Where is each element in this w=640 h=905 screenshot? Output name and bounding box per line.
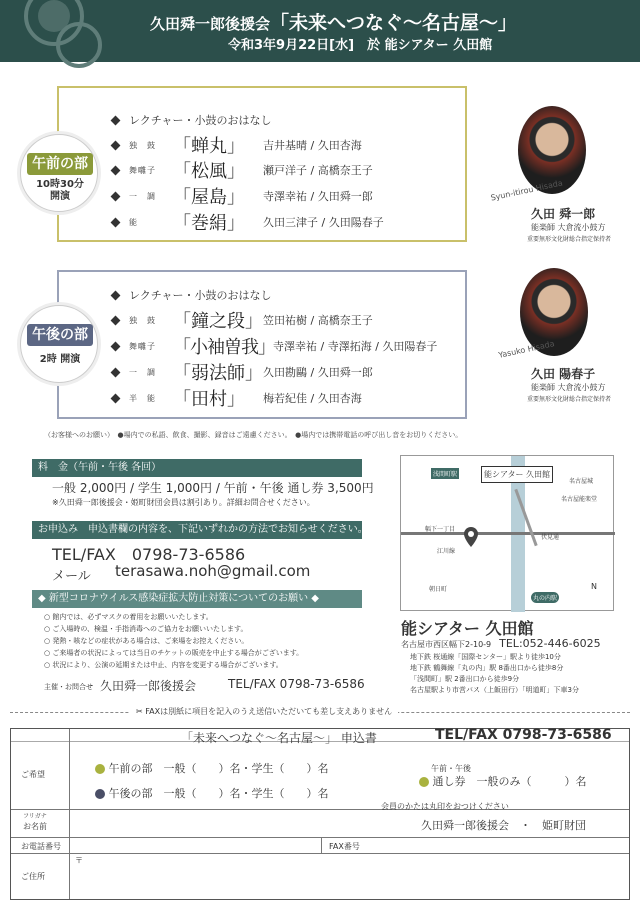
am-row: 能 「巻絹」 久田三津子 / 久田陽春子	[112, 209, 384, 235]
fee-note: ※久田舜一郎後援会・姫町財団会員は割引あり。詳細お問合せください。	[52, 498, 315, 507]
am-time: 10時30分 開演	[36, 179, 84, 202]
am-row: 独 鼓 「蝉丸」 吉井基晴 / 久田杏海	[112, 132, 362, 158]
event-date: 令和3年9月22日[水] 於 能シアター 久田館	[228, 38, 493, 53]
performer-note: 重要無形文化財総合指定保持者	[527, 396, 612, 403]
form-divider	[11, 837, 629, 838]
member-note: 会員のかたは丸印をおつけください	[381, 802, 509, 811]
organizer-tel: TEL/FAX 0798-73-6586	[228, 677, 365, 691]
address-label: ご住所	[21, 872, 45, 881]
postal-mark: 〒	[75, 856, 83, 865]
venue-access: 地下鉄 桜通線「国際センター」駅より徒歩10分 地下鉄 鶴舞線「丸の内」駅 8番出口から徒歩8分 「浅間町」駅 2番出口から徒歩9分 名古屋駅より市営バス（上飯田行）「明道町」下車3分	[410, 653, 579, 694]
apply-tel: TEL/FAX 0798-73-6586	[52, 545, 246, 564]
pm-time: 2時 開演	[39, 354, 81, 365]
pm-option[interactable]: 午後の部 一般（ ）名・学生（ ）名	[95, 785, 329, 801]
map-label: 名古屋能楽堂	[561, 496, 598, 503]
pm-badge	[20, 305, 98, 383]
apply-label: お申込み 申込書欄の内容を、下記いずれかの方法でお知らせください。	[32, 521, 362, 539]
performer-name: 久田 陽春子	[531, 367, 596, 381]
am-row: 舞囃子 「松風」 瀬戸洋子 / 高橋奈王子	[112, 157, 373, 183]
diamond-icon	[111, 165, 121, 175]
wish-label: ご希望	[21, 770, 45, 779]
fee-line: 一般 2,000円 / 学生 1,000円 / 午前・午後 通し券 3,500円	[52, 481, 374, 495]
performer-title: 能楽師 大倉流小鼓方	[531, 223, 606, 232]
pm-lecture: レクチャー・小鼓のおはなし	[112, 287, 271, 303]
map-label: 幅下一丁目	[425, 526, 456, 533]
map-label: 能シアター 久田館	[481, 466, 553, 483]
performer-signature: Yasuko Hisada	[497, 339, 556, 360]
form-divider	[11, 809, 629, 810]
diamond-icon	[111, 140, 121, 150]
furigana-label: フリガナ	[23, 813, 47, 820]
organizer-label: 主催・お問合せ	[44, 683, 93, 691]
diamond-icon	[111, 191, 121, 201]
cutline-text: ✂ FAXは別紙に項目を記入のうえ送信いただいても差し支えありません	[130, 706, 398, 717]
map-label: 浅間町駅	[431, 468, 459, 479]
am-row: 一 調 「屋島」 寺澤幸祐 / 久田舜一郎	[112, 183, 373, 209]
performer-name: 久田 舜一郎	[531, 207, 596, 221]
map-label: 丸の内駅	[531, 592, 559, 603]
pm-dot-icon	[95, 789, 105, 799]
fee-label: 料 金（午前・午後 各回）	[32, 459, 362, 477]
header-banner	[0, 0, 640, 62]
event-title: 久田舜一郎後援会「未来へつなぐ〜名古屋〜」	[150, 12, 518, 34]
name-label: お名前	[23, 822, 47, 831]
pass-option[interactable]: 通し券 一般のみ（ ）名	[419, 773, 587, 789]
form-divider	[11, 853, 629, 854]
diamond-icon	[111, 393, 121, 403]
apply-mail-label: メール	[52, 569, 91, 584]
pm-row: 半 能 「田村」 梅若紀佳 / 久田杏海	[112, 385, 362, 411]
pm-row: 独 鼓 「鐘之段」 笠田祐樹 / 高橋奈王子	[112, 307, 373, 333]
pm-row: 舞囃子 「小袖曽我」 寺澤幸祐 / 寺澤拓海 / 久田陽春子	[112, 333, 437, 359]
covid-label: ◆ 新型コロナウイルス感染症拡大防止対策についてのお願い ◆	[32, 590, 362, 608]
form-tel: TEL/FAX 0798-73-6586	[435, 727, 612, 743]
am-option[interactable]: 午前の部 一般（ ）名・学生（ ）名	[95, 760, 329, 776]
form-divider	[69, 729, 70, 899]
diamond-icon	[111, 115, 121, 125]
crest-icon	[56, 22, 102, 68]
application-form	[10, 728, 630, 900]
diamond-icon	[111, 315, 121, 325]
diamond-icon	[111, 341, 121, 351]
pm-row: 一 調 「弱法師」 久田勘鷗 / 久田舜一郎	[112, 359, 373, 385]
pass-small-label: 午前・午後	[431, 764, 471, 773]
scissors-icon: ✂	[136, 707, 146, 716]
am-dot-icon	[95, 764, 105, 774]
map-label: 伏見通	[541, 534, 560, 541]
audience-notes: （お客様へのお願い） ●場内での私語、飲食、撮影、録音はご遠慮ください。 ●場内では携帯電話の呼び出し音をお切りください。	[44, 431, 463, 439]
organizer-name: 久田舜一郎後援会	[100, 679, 197, 693]
diamond-icon	[111, 290, 121, 300]
map-label: 名古屋城	[569, 478, 594, 485]
performer-title: 能楽師 大倉流小鼓方	[531, 383, 606, 392]
fax-label: FAX番号	[329, 842, 360, 851]
performer-note: 重要無形文化財総合指定保持者	[527, 236, 612, 243]
map-label: 江川線	[437, 548, 456, 555]
phone-label: お電話番号	[21, 842, 61, 851]
covid-list: ○ 館内では、必ずマスクの着用をお願いいたします。 ○ ご入場時の、検温・手指消毒へのご協力をお願いいたします。 ○ 発熱・咳などの症状がある場合は、ご来場をお控えください。 ○ ご来場者の状況によっては当日のチケットの販売を中止する場合がございます。 ○ 状況により、公演の延期または中止、内容を変更する場合がございます。	[44, 613, 304, 669]
am-badge-label: 午前の部	[27, 153, 93, 175]
venue-name: 能シアター 久田館	[401, 619, 534, 638]
diamond-icon	[111, 217, 121, 227]
venue-address: 名古屋市西区幅下2-10-9 TEL:052-446-6025	[401, 637, 601, 650]
am-badge	[20, 134, 98, 212]
north-icon: N	[591, 582, 597, 591]
form-title: 「未来へつなぐ〜名古屋〜」 申込書	[181, 731, 377, 745]
am-lecture: レクチャー・小鼓のおはなし	[112, 112, 271, 128]
map-label: 朝日町	[429, 586, 448, 593]
location-pin-icon	[463, 526, 479, 548]
performer-signature: Syun-itirou Hisada	[489, 178, 564, 203]
venue-map	[400, 455, 614, 611]
apply-mail[interactable]: terasawa.noh@gmail.com	[115, 562, 311, 580]
pass-dot-icon	[419, 777, 429, 787]
member-options[interactable]: 久田舜一郎後援会 ・ 姫町財団	[421, 819, 586, 832]
pm-badge-label: 午後の部	[27, 324, 93, 346]
diamond-icon	[111, 367, 121, 377]
form-divider	[321, 837, 322, 853]
